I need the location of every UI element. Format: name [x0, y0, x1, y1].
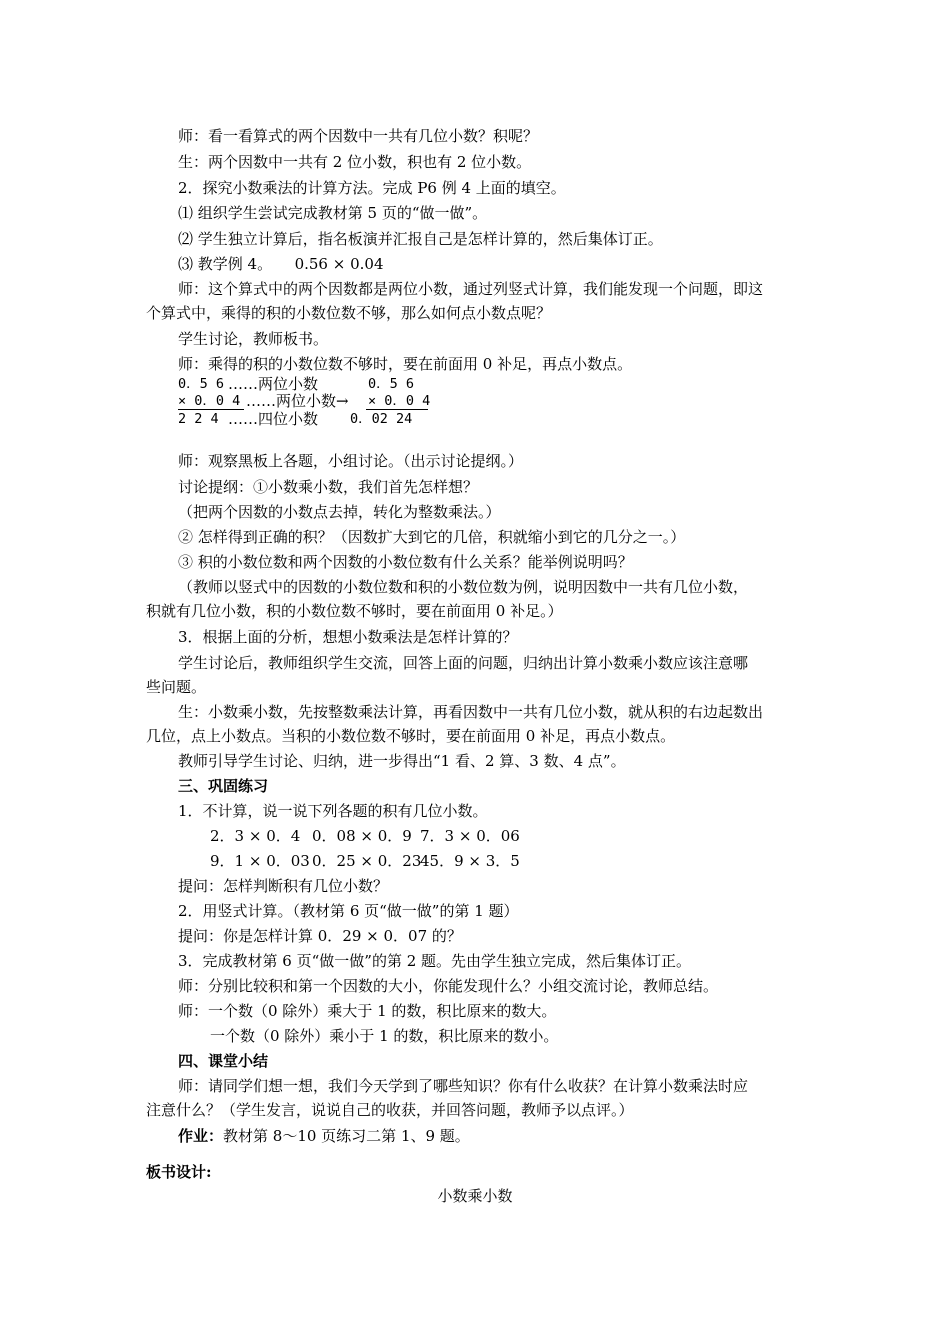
paragraph: 师：看一看算式的两个因数中一共有几位小数？积呢？	[178, 127, 539, 145]
homework-label: 作业：	[178, 1127, 224, 1145]
paragraph-continued: 些问题。	[146, 678, 207, 696]
paragraph: 师：分别比较积和第一个因数的大小，你能发现什么？小组交流讨论，教师总结。	[178, 977, 719, 995]
paragraph: 师：一个数（0 除外）乘大于 1 的数，积比原来的数大。	[178, 1002, 557, 1020]
exercise-item: 45．9 × 3．5	[420, 852, 520, 870]
paragraph: 3．根据上面的分析，想想小数乘法是怎样计算的？	[178, 628, 518, 646]
paragraph: 师：乘得的积的小数位数不够时，要在前面用 0 补足，再点小数点。	[178, 355, 633, 373]
paragraph: ⑴ 组织学生尝试完成教材第 5 页的“做一做”。	[178, 204, 488, 222]
paragraph: 师：观察黑板上各题，小组讨论。（出示讨论提纲。）	[178, 452, 524, 470]
calc-row-1-note: ……两位小数	[228, 375, 319, 393]
paragraph-continued: 个算式中，乘得的积的小数位数不够，那么如何点小数点呢？	[146, 304, 552, 322]
board-title: 小数乘小数	[437, 1187, 513, 1205]
paragraph: 2．探究小数乘法的计算方法。完成 P6 例 4 上面的填空。	[178, 179, 566, 197]
paragraph: 3．完成教材第 6 页“做一做”的第 2 题。先由学生独立完成，然后集体订正。	[178, 952, 692, 970]
paragraph: 生：两个因数中一共有 2 位小数，积也有 2 位小数。	[178, 153, 532, 171]
calc-row-1-left: 0．5 6	[178, 376, 225, 392]
board-design-label: 板书设计:	[146, 1163, 212, 1181]
paragraph: 1．不计算，说一说下列各题的积有几位小数。	[178, 802, 488, 820]
paragraph: ③ 积的小数位数和两个因数的小数位数有什么关系？能举例说明吗？	[178, 553, 633, 571]
paragraph: 提问：怎样判断积有几位小数？	[178, 877, 389, 895]
paragraph: 生：小数乘小数，先按整数乘法计算，再看因数中一共有几位小数，就从积的右边起数出	[178, 703, 764, 721]
calc-row-3-left: 2 2 4	[178, 411, 219, 427]
paragraph: 师：这个算式中的两个因数都是两位小数，通过列竖式计算，我们能发现一个问题，即这	[178, 280, 764, 298]
calc-row-1-right: 0．5 6	[368, 376, 415, 392]
paragraph: ② 怎样得到正确的积？（因数扩大到它的几倍，积就缩小到它的几分之一。）	[178, 528, 686, 546]
paragraph: 学生讨论，教师板书。	[178, 330, 329, 348]
calc-row-2-right: × 0．0 4	[368, 393, 431, 409]
homework-line	[178, 1127, 470, 1145]
exercise-item: 7．3 × 0．06	[420, 827, 520, 845]
section-heading: 四、课堂小结	[178, 1052, 269, 1070]
paragraph: 2．用竖式计算。（教材第 6 页“做一做”的第 1 题）	[178, 902, 519, 920]
calc-row-3-note: ……四位小数	[228, 410, 319, 428]
paragraph: ⑶ 教学例 4。 0.56 × 0.04	[178, 255, 384, 273]
calc-row-2-note: ……两位小数→	[246, 392, 349, 410]
paragraph: ⑵ 学生独立计算后，指名板演并汇报自己是怎样计算的，然后集体订正。	[178, 230, 663, 248]
paragraph-continued: 积就有几位小数，积的小数位数不够时，要在前面用 0 补足。）	[146, 602, 563, 620]
paragraph-continued: 几位，点上小数点。当积的小数位数不够时，要在前面用 0 补足，再点小数点。	[146, 727, 676, 745]
calc-row-3-right: 0．02 24	[350, 411, 413, 427]
paragraph: 学生讨论后，教师组织学生交流，回答上面的问题，归纳出计算小数乘小数应该注意哪	[178, 654, 749, 672]
paragraph: 讨论提纲：①小数乘小数，我们首先怎样想？	[178, 478, 479, 496]
exercise-item: 0．08 × 0．9	[312, 827, 412, 845]
paragraph: 师：请同学们想一想，我们今天学到了哪些知识？你有什么收获？在计算小数乘法时应	[178, 1077, 749, 1095]
exercise-item: 9．1 × 0．03	[210, 852, 310, 870]
paragraph: （教师以竖式中的因数的小数位数和积的小数位数为例，说明因数中一共有几位小数，	[178, 578, 749, 596]
section-heading: 三、巩固练习	[178, 777, 269, 795]
exercise-item: 2．3 × 0．4	[210, 827, 301, 845]
homework-text: 教材第 8～10 页练习二第 1、9 题。	[223, 1127, 470, 1145]
paragraph: （把两个因数的小数点去掉，转化为整数乘法。）	[178, 503, 501, 521]
paragraph: 提问：你是怎样计算 0．29 × 0．07 的？	[178, 927, 462, 945]
paragraph-continued: 注意什么？（学生发言，说说自己的收获，并回答问题，教师予以点评。）	[146, 1101, 634, 1119]
calc-row-2-left: × 0．0 4	[178, 393, 241, 409]
paragraph: 教师引导学生讨论、归纳，进一步得出“1 看、2 算、3 数、4 点”。	[178, 752, 626, 770]
exercise-item: 0．25 × 0．23	[312, 852, 422, 870]
paragraph: 一个数（0 除外）乘小于 1 的数，积比原来的数小。	[210, 1027, 559, 1045]
